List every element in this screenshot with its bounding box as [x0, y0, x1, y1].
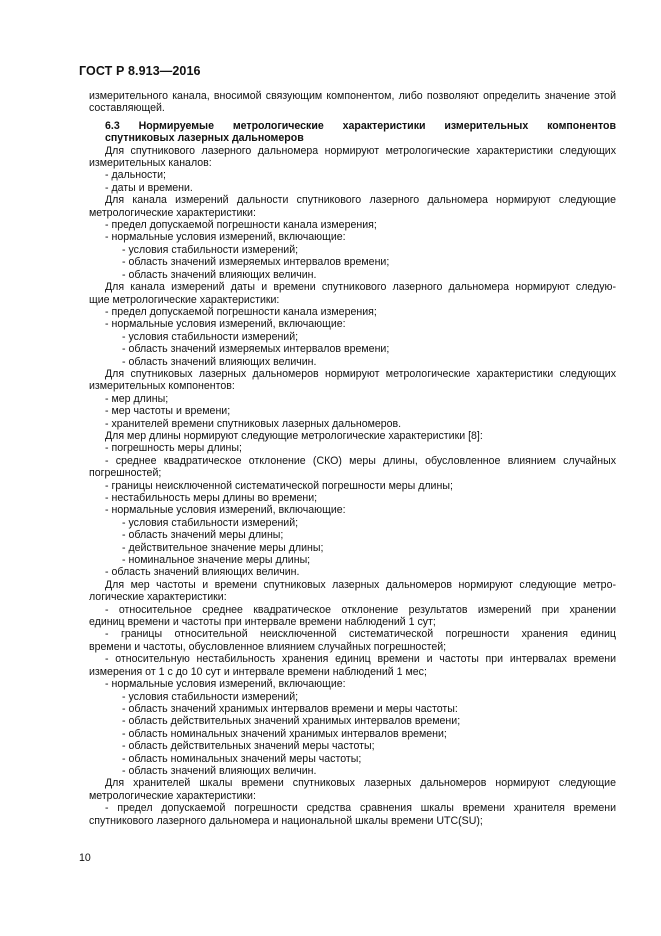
- text-line: измерения от 1 с до 10 сут и интервале времени наблюдений 1 мес;: [89, 665, 427, 678]
- paragraph-line: - относительную нестабильность хранения единиц времени и частоты при интервалах времени: [105, 653, 616, 666]
- paragraph-line: - границы относительной неисключенной систематической погрешности хранения единиц: [105, 628, 616, 641]
- paragraph-line: Для спутникового лазерного дальномера нормируют метрологические характеристики следующих: [105, 144, 616, 157]
- text-line: спутникового лазерного дальномера и национальной шкалы времени UTC(SU);: [89, 814, 483, 827]
- list-item: - даты и времени.: [105, 181, 193, 194]
- list-item: - область действительных значений хранимых интервалов времени;: [122, 715, 461, 728]
- paragraph-line: Для мер частоты и времени спутниковых лазерных дальномеров нормируют следующие метро-: [105, 578, 616, 591]
- paragraph-line: Для канала измерений дальности спутникового лазерного дальномера нормируют следующие: [105, 194, 616, 207]
- section-heading-line: 6.3 Нормируемые метрологические характеристики измерительных компонентов: [105, 119, 616, 132]
- paragraph-line: Для хранителей шкалы времени спутниковых лазерных дальномеров нормируют следующие: [105, 777, 616, 790]
- list-item: - область действительных значений меры частоты;: [122, 740, 375, 753]
- paragraph-line: Для канала измерений даты и времени спутникового лазерного дальномера нормируют следую-: [105, 281, 616, 294]
- list-item: - область номинальных значений хранимых интервалов времени;: [122, 727, 447, 740]
- list-item: - область значений влияющих величин.: [105, 566, 300, 579]
- list-item: - мер длины;: [105, 392, 169, 405]
- list-item: - область значений влияющих величин.: [122, 268, 317, 281]
- page-number: 10: [79, 852, 91, 864]
- list-item: - область значений влияющих величин.: [122, 355, 317, 368]
- document-body: [89, 90, 616, 827]
- list-item: - условия стабильности измерений;: [122, 516, 299, 529]
- paragraph-line: Для спутниковых лазерных дальномеров нормируют метрологические характеристики следующих: [105, 367, 616, 380]
- text-line: измерительных компонентов:: [89, 380, 235, 393]
- text-line: измерительных каналов:: [89, 157, 212, 170]
- section-heading-line: спутниковых лазерных дальномеров: [105, 132, 304, 145]
- text-line: щие метрологические характеристики:: [89, 293, 280, 306]
- list-item: - нормальные условия измерений, включающие:: [105, 231, 346, 244]
- list-item: - условия стабильности измерений;: [122, 243, 299, 256]
- list-item: - условия стабильности измерений;: [122, 690, 299, 703]
- list-item: - среднее квадратическое отклонение (СКО) меры длины, обусловленное влиянием случайных: [105, 454, 616, 467]
- list-item: - действительное значение меры длины;: [122, 541, 324, 554]
- text-line: погрешностей;: [89, 467, 162, 480]
- text-line: единиц времени и частоты при интервале времени наблюдений 1 сут;: [89, 616, 436, 629]
- text-line: измерительного канала, вносимой связующим компонентом, либо позволяют определить значение этой: [89, 90, 616, 102]
- list-item: - нестабильность меры длины во времени;: [105, 492, 318, 504]
- list-item: - погрешность меры длины;: [105, 442, 242, 455]
- paragraph-line: Для мер длины нормируют следующие метрологические характеристики [8]:: [105, 429, 483, 442]
- list-item: - предел допускаемой погрешности канала измерения;: [105, 305, 377, 318]
- list-item: - нормальные условия измерений, включающие:: [105, 678, 346, 691]
- list-item: - область значений хранимых интервалов времени и меры частоты:: [122, 702, 458, 715]
- list-item: - нормальные условия измерений, включающие:: [105, 318, 346, 331]
- text-line: метрологические характеристики:: [89, 789, 256, 802]
- list-item: - область значений измеряемых интервалов времени;: [122, 256, 390, 269]
- text-line: логические характеристики:: [89, 591, 227, 604]
- list-item: - дальности;: [105, 169, 166, 182]
- text-line: времени и частоты, обусловленное влиянием случайных погрешностей;: [89, 640, 447, 653]
- list-item: - номинальное значение меры длины;: [122, 554, 311, 567]
- list-item: - область значений меры длины;: [122, 529, 284, 542]
- paragraph-line: - предел допускаемой погрешности средства сравнения шкалы времени хранителя времени: [105, 802, 616, 815]
- list-item: - условия стабильности измерений;: [122, 330, 299, 343]
- paragraph-line: - относительное среднее квадратическое отклонение результатов измерений при хранении: [105, 603, 616, 616]
- list-item: - область значений измеряемых интервалов времени;: [122, 343, 390, 356]
- list-item: - хранителей времени спутниковых лазерных дальномеров.: [105, 417, 402, 430]
- list-item: - область значений влияющих величин.: [122, 764, 317, 777]
- text-line: метрологические характеристики:: [89, 206, 256, 219]
- list-item: - границы неисключенной систематической погрешности меры длины;: [105, 479, 453, 492]
- document-header: ГОСТ Р 8.913—2016: [79, 64, 201, 78]
- list-item: - предел допускаемой погрешности канала измерения;: [105, 219, 377, 232]
- text-line: составляющей.: [89, 102, 165, 115]
- list-item: - область номинальных значений меры частоты;: [122, 752, 362, 765]
- list-item: - нормальные условия измерений, включающие:: [105, 504, 346, 517]
- list-item: - мер частоты и времени;: [105, 405, 231, 418]
